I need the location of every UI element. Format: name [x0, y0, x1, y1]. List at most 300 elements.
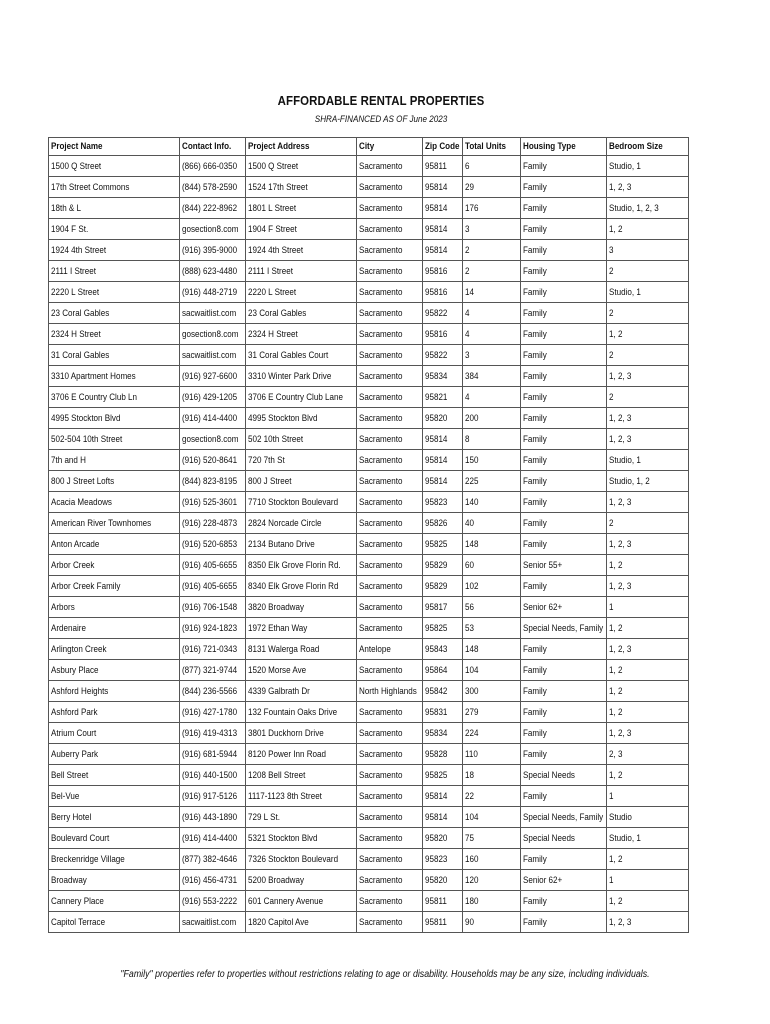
table-cell: Sacramento: [357, 513, 423, 534]
table-cell: Sacramento: [357, 408, 423, 429]
table-row: [49, 597, 689, 618]
table-cell: 14: [463, 282, 521, 303]
column-header: Zip Code: [423, 138, 463, 156]
table-cell: 225: [463, 471, 521, 492]
table-cell: 95811: [423, 891, 463, 912]
table-cell: 1, 2: [607, 618, 689, 639]
table-cell: Studio: [607, 807, 689, 828]
table-cell: 2111 I Street: [246, 261, 357, 282]
table-cell: 2220 L Street: [49, 282, 180, 303]
table-row: [49, 765, 689, 786]
table-cell: 102: [463, 576, 521, 597]
table-cell: 1117-1123 8th Street: [246, 786, 357, 807]
table-cell: 18: [463, 765, 521, 786]
table-cell: (916) 405-6655: [180, 576, 246, 597]
table-cell: Sacramento: [357, 597, 423, 618]
table-cell: 23 Coral Gables: [246, 303, 357, 324]
table-cell: 95820: [423, 408, 463, 429]
table-cell: 22: [463, 786, 521, 807]
table-cell: 4995 Stockton Blvd: [49, 408, 180, 429]
table-cell: Family: [521, 891, 607, 912]
table-cell: Family: [521, 723, 607, 744]
column-header: Bedroom Size: [607, 138, 689, 156]
table-row: [49, 723, 689, 744]
table-cell: Family: [521, 345, 607, 366]
table-cell: 95816: [423, 261, 463, 282]
table-cell: 4: [463, 324, 521, 345]
table-row: [49, 240, 689, 261]
table-cell: 1924 4th Street: [246, 240, 357, 261]
table-cell: 3706 E Country Club Lane: [246, 387, 357, 408]
table-cell: (916) 706-1548: [180, 597, 246, 618]
table-row: [49, 387, 689, 408]
table-cell: Family: [521, 681, 607, 702]
table-cell: 95816: [423, 282, 463, 303]
table-cell: 95829: [423, 576, 463, 597]
table-cell: Family: [521, 576, 607, 597]
table-cell: 1, 2: [607, 849, 689, 870]
table-cell: 800 J Street: [246, 471, 357, 492]
table-cell: 601 Cannery Avenue: [246, 891, 357, 912]
table-cell: 4995 Stockton Blvd: [246, 408, 357, 429]
table-cell: Bell Street: [49, 765, 180, 786]
table-row: [49, 681, 689, 702]
table-cell: Studio, 1, 2, 3: [607, 198, 689, 219]
table-cell: (916) 228-4873: [180, 513, 246, 534]
table-row: [49, 450, 689, 471]
table-cell: 1, 2: [607, 702, 689, 723]
table-cell: Family: [521, 324, 607, 345]
table-cell: Senior 62+: [521, 870, 607, 891]
table-cell: 95821: [423, 387, 463, 408]
table-cell: Special Needs: [521, 828, 607, 849]
table-cell: 180: [463, 891, 521, 912]
table-cell: Sacramento: [357, 618, 423, 639]
table-cell: 1, 2, 3: [607, 534, 689, 555]
table-cell: Family: [521, 156, 607, 177]
table-cell: Anton Arcade: [49, 534, 180, 555]
table-cell: 95817: [423, 597, 463, 618]
table-cell: Asbury Place: [49, 660, 180, 681]
table-cell: Broadway: [49, 870, 180, 891]
table-cell: 1, 2, 3: [607, 912, 689, 933]
table-cell: 95822: [423, 303, 463, 324]
table-cell: 1972 Ethan Way: [246, 618, 357, 639]
table-cell: 502 10th Street: [246, 429, 357, 450]
table-cell: 95816: [423, 324, 463, 345]
table-row: [49, 786, 689, 807]
table-row: [49, 639, 689, 660]
table-cell: (916) 520-8641: [180, 450, 246, 471]
table-cell: Sacramento: [357, 744, 423, 765]
table-cell: 1: [607, 870, 689, 891]
table-row: [49, 219, 689, 240]
table-cell: 2: [463, 240, 521, 261]
table-cell: (916) 681-5944: [180, 744, 246, 765]
table-cell: Sacramento: [357, 870, 423, 891]
table-row: [49, 282, 689, 303]
table-cell: Sacramento: [357, 219, 423, 240]
table-cell: Family: [521, 534, 607, 555]
table-cell: (916) 405-6655: [180, 555, 246, 576]
table-cell: 4: [463, 303, 521, 324]
table-cell: 31 Coral Gables Court: [246, 345, 357, 366]
table-cell: 8120 Power Inn Road: [246, 744, 357, 765]
table-cell: Sacramento: [357, 450, 423, 471]
table-row: [49, 471, 689, 492]
table-cell: 5200 Broadway: [246, 870, 357, 891]
table-cell: 95825: [423, 618, 463, 639]
table-cell: Sacramento: [357, 765, 423, 786]
table-cell: Antelope: [357, 639, 423, 660]
table-cell: 104: [463, 807, 521, 828]
table-cell: Sacramento: [357, 576, 423, 597]
table-cell: Studio, 1: [607, 828, 689, 849]
table-cell: 95831: [423, 702, 463, 723]
table-cell: (877) 321-9744: [180, 660, 246, 681]
table-cell: Sacramento: [357, 849, 423, 870]
table-cell: Ardenaire: [49, 618, 180, 639]
properties-table: [48, 137, 689, 933]
table-cell: 1, 2, 3: [607, 408, 689, 429]
table-cell: Family: [521, 408, 607, 429]
table-row: [49, 177, 689, 198]
table-cell: Ashford Heights: [49, 681, 180, 702]
column-header: Project Name: [49, 138, 180, 156]
table-cell: Family: [521, 513, 607, 534]
table-cell: 1820 Capitol Ave: [246, 912, 357, 933]
column-header: City: [357, 138, 423, 156]
table-cell: (916) 443-1890: [180, 807, 246, 828]
table-cell: 95823: [423, 492, 463, 513]
table-cell: gosection8.com: [180, 429, 246, 450]
table-cell: 95864: [423, 660, 463, 681]
table-cell: 7326 Stockton Boulevard: [246, 849, 357, 870]
table-cell: (844) 236-5566: [180, 681, 246, 702]
table-cell: 95814: [423, 429, 463, 450]
table-row: [49, 744, 689, 765]
table-cell: (844) 578-2590: [180, 177, 246, 198]
table-cell: 279: [463, 702, 521, 723]
table-cell: Arlington Creek: [49, 639, 180, 660]
table-cell: 1904 F Street: [246, 219, 357, 240]
table-header-row: [49, 138, 689, 156]
table-cell: 31 Coral Gables: [49, 345, 180, 366]
column-header: Housing Type: [521, 138, 607, 156]
table-cell: 6: [463, 156, 521, 177]
table-cell: 95820: [423, 870, 463, 891]
table-cell: (916) 419-4313: [180, 723, 246, 744]
table-cell: (916) 414-4400: [180, 828, 246, 849]
table-cell: 148: [463, 534, 521, 555]
table-cell: 95814: [423, 219, 463, 240]
table-cell: Atrium Court: [49, 723, 180, 744]
table-cell: Capitol Terrace: [49, 912, 180, 933]
table-cell: 7th and H: [49, 450, 180, 471]
table-cell: Family: [521, 450, 607, 471]
table-row: [49, 912, 689, 933]
table-cell: 2220 L Street: [246, 282, 357, 303]
table-cell: 1924 4th Street: [49, 240, 180, 261]
table-row: [49, 429, 689, 450]
table-cell: 95834: [423, 723, 463, 744]
table-cell: 1500 Q Street: [246, 156, 357, 177]
table-cell: 1520 Morse Ave: [246, 660, 357, 681]
table-cell: 95811: [423, 156, 463, 177]
table-cell: (916) 721-0343: [180, 639, 246, 660]
table-cell: 720 7th St: [246, 450, 357, 471]
table-cell: 53: [463, 618, 521, 639]
table-cell: 2134 Butano Drive: [246, 534, 357, 555]
table-cell: 3310 Winter Park Drive: [246, 366, 357, 387]
table-cell: Sacramento: [357, 282, 423, 303]
table-cell: Sacramento: [357, 429, 423, 450]
table-cell: 95814: [423, 240, 463, 261]
table-cell: 140: [463, 492, 521, 513]
table-cell: gosection8.com: [180, 324, 246, 345]
table-cell: 8: [463, 429, 521, 450]
table-cell: (916) 924-1823: [180, 618, 246, 639]
table-cell: Arbor Creek Family: [49, 576, 180, 597]
table-cell: Sacramento: [357, 786, 423, 807]
table-cell: (844) 823-8195: [180, 471, 246, 492]
table-cell: 95814: [423, 177, 463, 198]
table-cell: Family: [521, 198, 607, 219]
table-cell: Sacramento: [357, 324, 423, 345]
table-cell: 18th & L: [49, 198, 180, 219]
table-row: [49, 303, 689, 324]
table-cell: 1524 17th Street: [246, 177, 357, 198]
table-cell: 1, 2, 3: [607, 723, 689, 744]
table-cell: Sacramento: [357, 303, 423, 324]
table-cell: Family: [521, 849, 607, 870]
table-row: [49, 618, 689, 639]
table-cell: Sacramento: [357, 177, 423, 198]
table-cell: 95822: [423, 345, 463, 366]
table-cell: gosection8.com: [180, 219, 246, 240]
table-cell: 95825: [423, 534, 463, 555]
table-row: [49, 345, 689, 366]
table-cell: 1, 2, 3: [607, 366, 689, 387]
table-row: [49, 198, 689, 219]
table-cell: 95825: [423, 765, 463, 786]
table-cell: Family: [521, 786, 607, 807]
column-header: Project Address: [246, 138, 357, 156]
table-cell: 75: [463, 828, 521, 849]
table-cell: Arbor Creek: [49, 555, 180, 576]
table-cell: Family: [521, 744, 607, 765]
table-row: [49, 891, 689, 912]
table-cell: 224: [463, 723, 521, 744]
table-cell: 1, 2: [607, 555, 689, 576]
table-cell: sacwaitlist.com: [180, 303, 246, 324]
table-cell: Sacramento: [357, 492, 423, 513]
table-cell: 8350 Elk Grove Florin Rd.: [246, 555, 357, 576]
table-cell: Family: [521, 660, 607, 681]
table-cell: 1, 2: [607, 765, 689, 786]
table-cell: 3310 Apartment Homes: [49, 366, 180, 387]
table-cell: (916) 440-1500: [180, 765, 246, 786]
table-cell: 23 Coral Gables: [49, 303, 180, 324]
table-cell: 95828: [423, 744, 463, 765]
table-cell: Family: [521, 912, 607, 933]
table-cell: 3706 E Country Club Ln: [49, 387, 180, 408]
table-cell: 148: [463, 639, 521, 660]
table-cell: 95814: [423, 198, 463, 219]
table-cell: Arbors: [49, 597, 180, 618]
table-cell: Family: [521, 366, 607, 387]
table-cell: 2324 H Street: [49, 324, 180, 345]
table-cell: Special Needs: [521, 765, 607, 786]
table-cell: 95820: [423, 828, 463, 849]
table-cell: (866) 666-0350: [180, 156, 246, 177]
table-cell: 3: [463, 219, 521, 240]
table-cell: 3: [607, 240, 689, 261]
table-row: [49, 660, 689, 681]
table-cell: Sacramento: [357, 471, 423, 492]
table-cell: 95829: [423, 555, 463, 576]
table-cell: Family: [521, 240, 607, 261]
column-header: Total Units: [463, 138, 521, 156]
table-cell: American River Townhomes: [49, 513, 180, 534]
table-cell: 8340 Elk Grove Florin Rd: [246, 576, 357, 597]
table-cell: Ashford Park: [49, 702, 180, 723]
table-cell: Cannery Place: [49, 891, 180, 912]
table-cell: 729 L St.: [246, 807, 357, 828]
table-cell: 3820 Broadway: [246, 597, 357, 618]
table-cell: 7710 Stockton Boulevard: [246, 492, 357, 513]
table-cell: Family: [521, 282, 607, 303]
table-cell: Sacramento: [357, 387, 423, 408]
table-cell: 104: [463, 660, 521, 681]
table-cell: Family: [521, 702, 607, 723]
table-cell: 1, 2: [607, 681, 689, 702]
table-cell: Family: [521, 261, 607, 282]
table-cell: 2, 3: [607, 744, 689, 765]
table-cell: 300: [463, 681, 521, 702]
table-cell: 2: [607, 345, 689, 366]
table-cell: Family: [521, 303, 607, 324]
table-cell: 95826: [423, 513, 463, 534]
table-cell: 4: [463, 387, 521, 408]
table-row: [49, 702, 689, 723]
table-cell: 95814: [423, 807, 463, 828]
table-cell: Sacramento: [357, 366, 423, 387]
table-cell: 17th Street Commons: [49, 177, 180, 198]
table-cell: 1208 Bell Street: [246, 765, 357, 786]
table-cell: 95834: [423, 366, 463, 387]
table-cell: 1, 2: [607, 324, 689, 345]
table-row: [49, 555, 689, 576]
table-cell: 95814: [423, 786, 463, 807]
table-cell: (916) 917-5126: [180, 786, 246, 807]
table-cell: Family: [521, 492, 607, 513]
table-cell: 60: [463, 555, 521, 576]
table-cell: (916) 927-6600: [180, 366, 246, 387]
table-cell: Studio, 1: [607, 450, 689, 471]
table-cell: (916) 448-2719: [180, 282, 246, 303]
table-cell: Sacramento: [357, 156, 423, 177]
table-cell: (916) 520-6853: [180, 534, 246, 555]
page-subtitle: SHRA-FINANCED AS OF June 2023: [314, 114, 448, 125]
table-cell: Sacramento: [357, 828, 423, 849]
table-cell: 56: [463, 597, 521, 618]
table-cell: Special Needs, Family: [521, 618, 607, 639]
table-row: [49, 156, 689, 177]
table-cell: Family: [521, 219, 607, 240]
table-row: [49, 513, 689, 534]
table-cell: Sacramento: [357, 261, 423, 282]
table-cell: 1, 2, 3: [607, 639, 689, 660]
table-cell: (916) 395-9000: [180, 240, 246, 261]
table-row: [49, 576, 689, 597]
table-cell: 1, 2: [607, 891, 689, 912]
table-cell: Acacia Meadows: [49, 492, 180, 513]
table-cell: 1500 Q Street: [49, 156, 180, 177]
table-cell: 95843: [423, 639, 463, 660]
table-cell: (888) 623-4480: [180, 261, 246, 282]
table-row: [49, 366, 689, 387]
table-cell: (916) 553-2222: [180, 891, 246, 912]
table-cell: 150: [463, 450, 521, 471]
table-cell: Senior 55+: [521, 555, 607, 576]
table-cell: sacwaitlist.com: [180, 912, 246, 933]
table-cell: 95842: [423, 681, 463, 702]
table-cell: Sacramento: [357, 240, 423, 261]
table-cell: 5321 Stockton Blvd: [246, 828, 357, 849]
table-cell: 29: [463, 177, 521, 198]
table-cell: Boulevard Court: [49, 828, 180, 849]
table-cell: 1801 L Street: [246, 198, 357, 219]
table-cell: Sacramento: [357, 660, 423, 681]
table-cell: 384: [463, 366, 521, 387]
table-row: [49, 261, 689, 282]
table-cell: Studio, 1, 2: [607, 471, 689, 492]
table-cell: 502-504 10th Street: [49, 429, 180, 450]
table-row: [49, 807, 689, 828]
table-cell: 110: [463, 744, 521, 765]
table-cell: 95814: [423, 471, 463, 492]
table-cell: 160: [463, 849, 521, 870]
table-cell: 1, 2, 3: [607, 177, 689, 198]
table-cell: Senior 62+: [521, 597, 607, 618]
column-header: Contact Info.: [180, 138, 246, 156]
table-cell: 3801 Duckhorn Drive: [246, 723, 357, 744]
table-cell: 4339 Galbrath Dr: [246, 681, 357, 702]
table-cell: Bel-Vue: [49, 786, 180, 807]
table-body: [49, 156, 689, 933]
table-cell: (877) 382-4646: [180, 849, 246, 870]
table-cell: (916) 429-1205: [180, 387, 246, 408]
table-row: [49, 870, 689, 891]
table-row: [49, 324, 689, 345]
table-row: [49, 492, 689, 513]
table-row: [49, 849, 689, 870]
table-cell: 2324 H Street: [246, 324, 357, 345]
table-cell: 132 Fountain Oaks Drive: [246, 702, 357, 723]
table-cell: 2111 I Street: [49, 261, 180, 282]
table-cell: (916) 427-1780: [180, 702, 246, 723]
table-cell: Studio, 1: [607, 156, 689, 177]
table-row: [49, 828, 689, 849]
table-cell: 800 J Street Lofts: [49, 471, 180, 492]
footnote: "Family" properties refer to properties without restrictions relating to age or disability. Households may be any size, including individuals.: [120, 968, 650, 980]
table-cell: (916) 456-4731: [180, 870, 246, 891]
table-cell: (916) 414-4400: [180, 408, 246, 429]
table-cell: 1: [607, 786, 689, 807]
table-cell: 176: [463, 198, 521, 219]
table-cell: 2: [607, 303, 689, 324]
